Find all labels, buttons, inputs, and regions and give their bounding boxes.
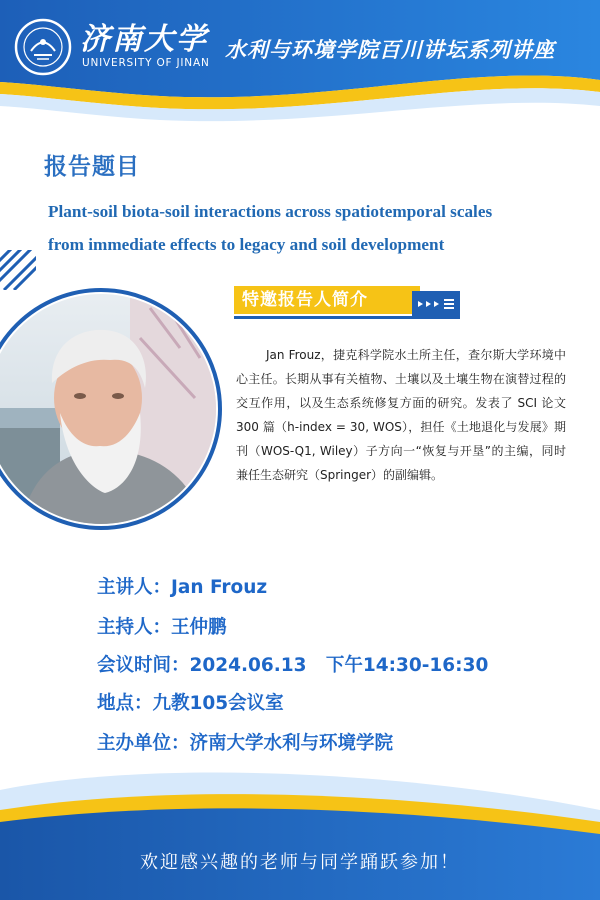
speaker-photo: [0, 288, 222, 530]
decorative-stripes: [0, 250, 36, 290]
topic-heading: 报告题目: [44, 154, 140, 180]
welcome-message: 欢迎感兴趣的老师与同学踊跃参加！: [140, 852, 460, 873]
university-name-cn: 济南大学: [80, 22, 208, 57]
info-organizer: 主办单位：济南大学水利与环境学院: [97, 733, 394, 754]
university-seal-icon: [14, 18, 72, 76]
talk-title-line-2: from immediate effects to legacy and soil development: [48, 235, 445, 254]
info-time: 会议时间：2024.06.13 下午14:30-16:30: [97, 655, 489, 676]
info-host: 主持人：王仲鹏: [97, 617, 227, 638]
talk-title-line-1: Plant-soil biota-soil interactions across spatiotemporal scales: [48, 202, 493, 221]
university-name-en: UNIVERSITY OF JINAN: [82, 57, 210, 69]
info-speaker: 主讲人：Jan Frouz: [97, 577, 268, 598]
footer-banner: [0, 760, 600, 900]
lecture-series-title: 水利与环境学院百川讲坛系列讲座: [225, 38, 555, 62]
arrow-tab-icon: [412, 291, 460, 317]
speaker-intro-label: 特邀报告人简介: [234, 286, 420, 314]
label-underline: [234, 316, 460, 319]
speaker-bio: Jan Frouz，捷克科学院水土所主任，查尔斯大学环境中心主任。长期从事有关植物、土壤以及土壤生物在演替过程的交互作用，以及生态系统修复方面的研究。发表了 SCI 论文 300 篇（h-index = 30, WOS），担任《土地退化与发展》期刊（WOS-Q1, Wiley）子方向一“恢复与开垦”的主编，同时兼任生态研究（Springer）的副编辑。: [236, 348, 566, 482]
info-location: 地点：九教105会议室: [97, 693, 284, 714]
